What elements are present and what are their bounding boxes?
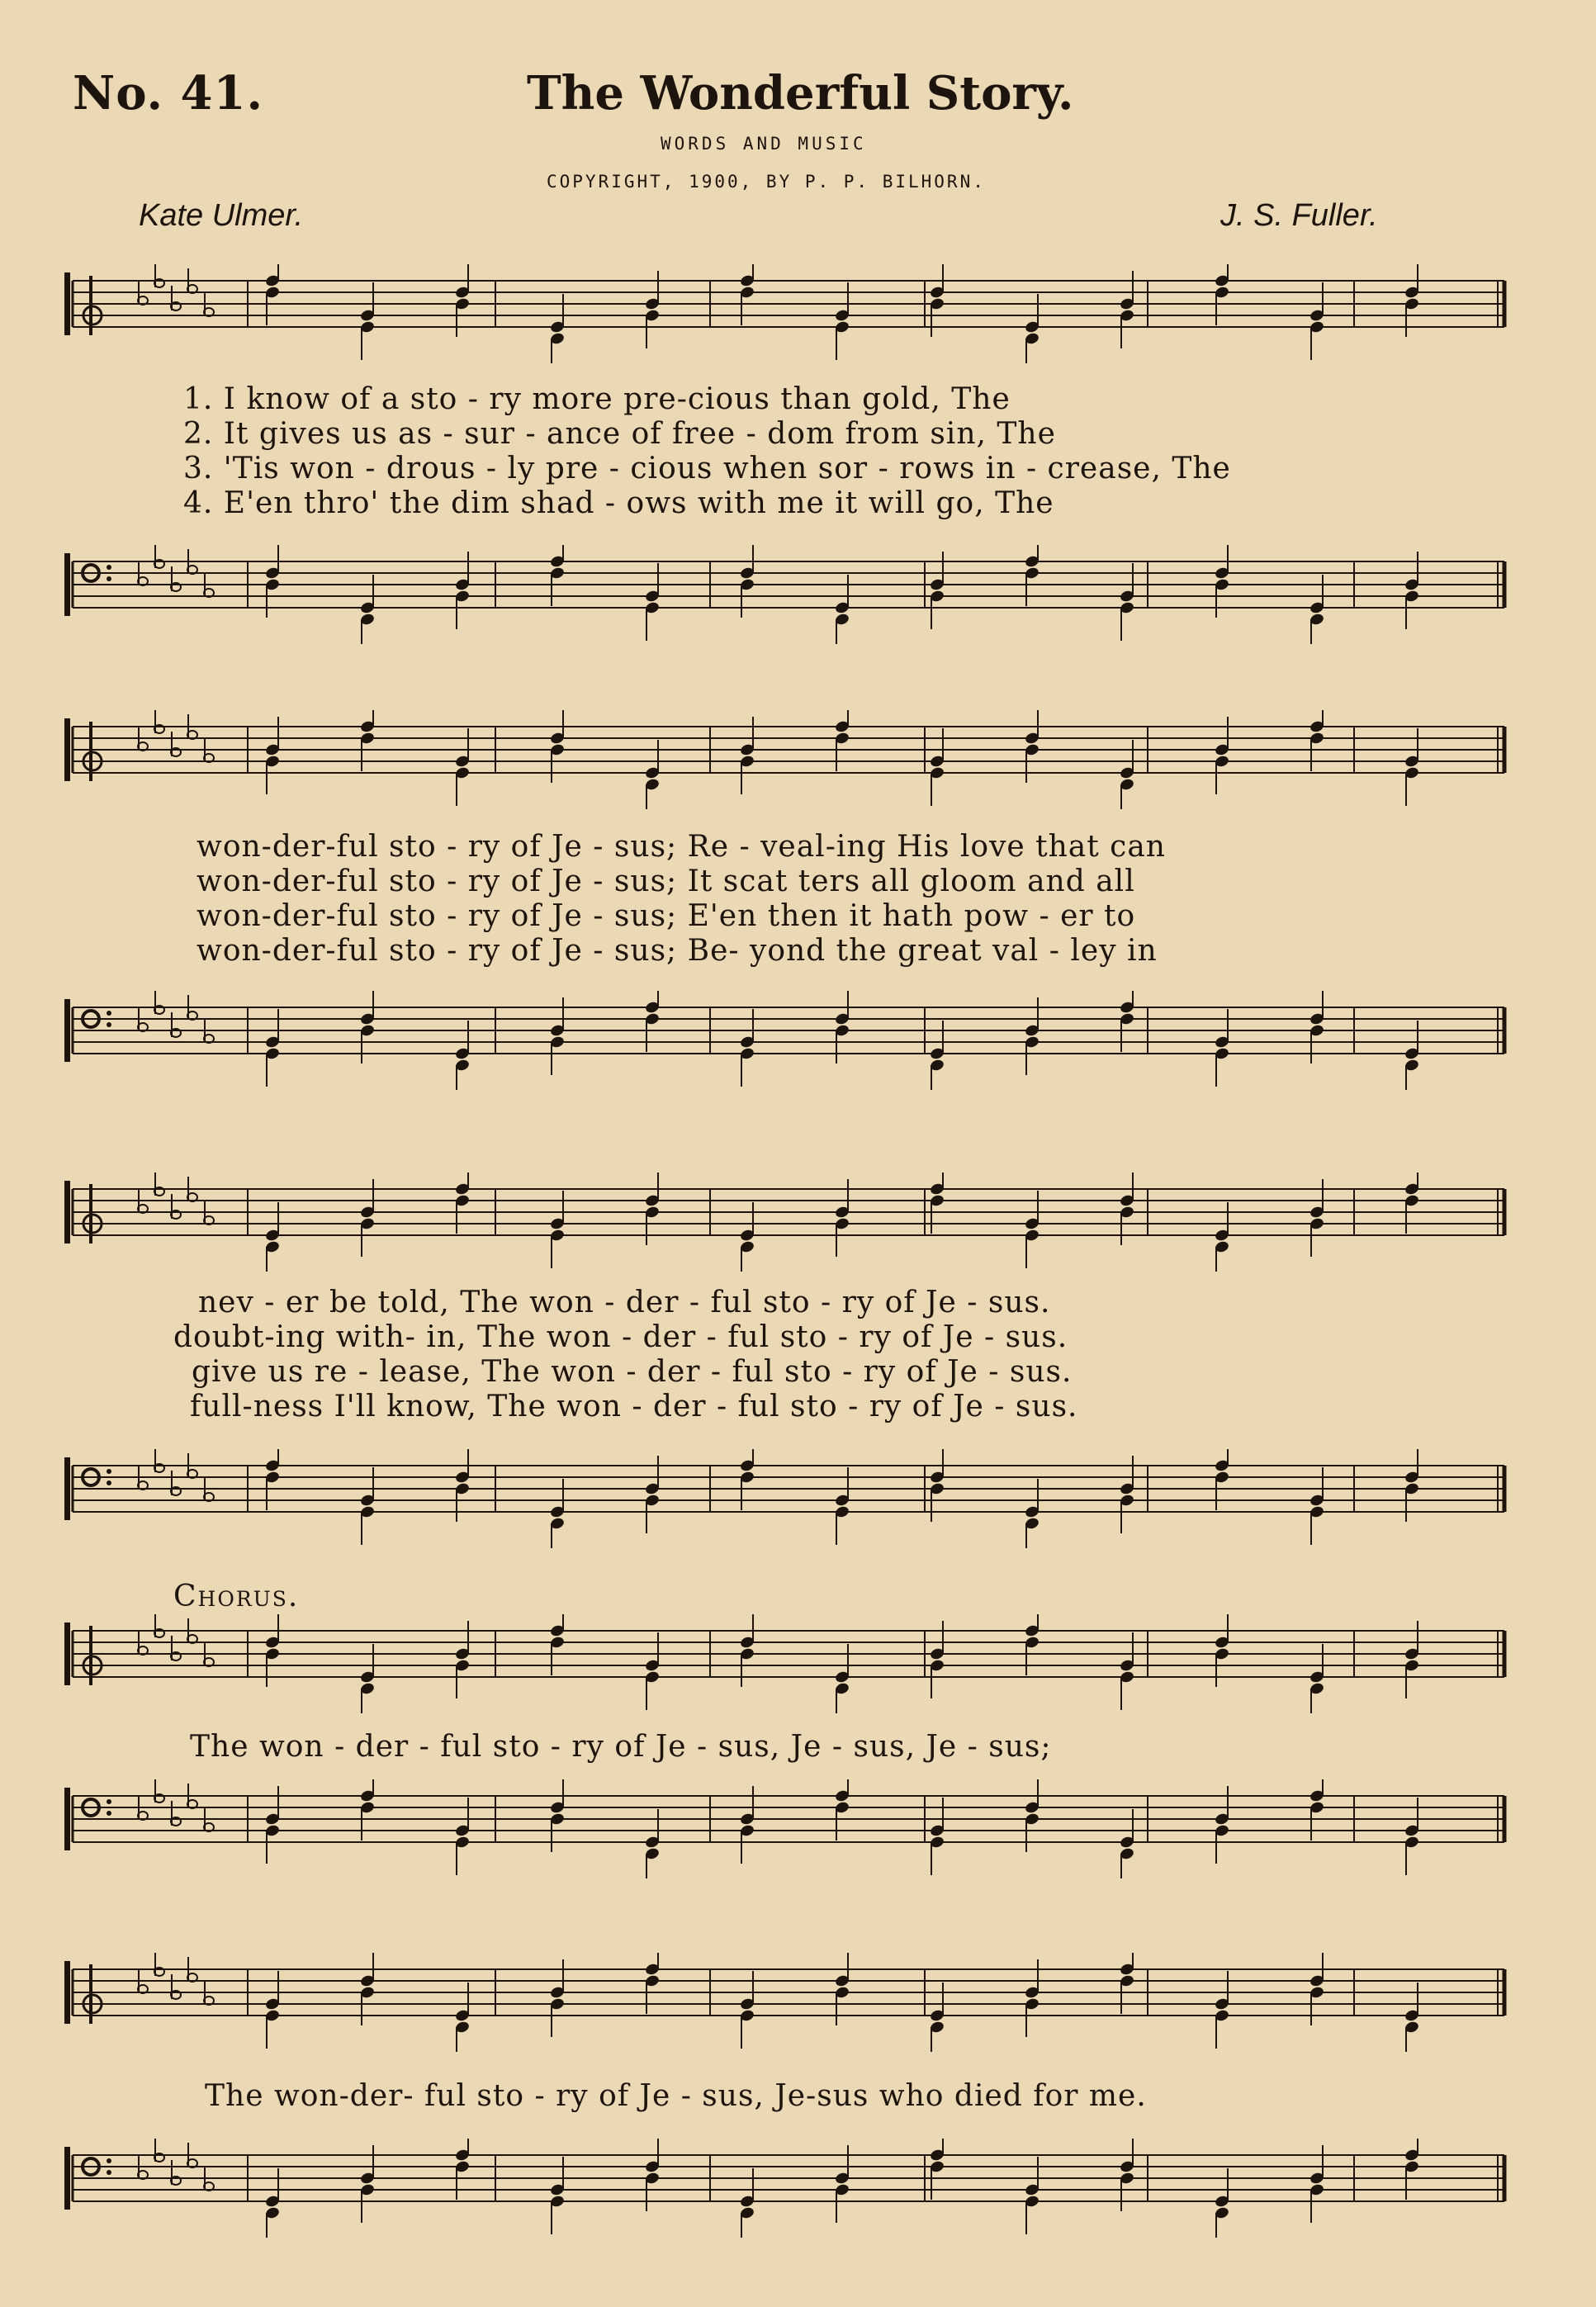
music-system-3 — [0, 1144, 1596, 1573]
chorus-line-2: The won-der- ful sto - ry of Je - sus, Je-sus who died for me. — [205, 2079, 1147, 2113]
treble-staff — [0, 1172, 1596, 1272]
verse-2-line: doubt-ing with- in, The won - der - ful sto - ry of Je - sus. — [173, 1320, 1068, 1354]
bass-staff — [0, 1449, 1596, 1548]
verse-2-line: 2. It gives us as - sur - ance of free - dom from sin, The — [183, 417, 1056, 451]
treble-staff — [0, 264, 1596, 363]
bass-staff — [0, 545, 1596, 644]
verse-3-line: give us re - lease, The won - der - ful sto - ry of Je - sus. — [192, 1355, 1073, 1389]
verse-1-line: nev - er be told, The won - der - ful sto - ry of Je - sus. — [198, 1286, 1051, 1319]
verse-4-line: full-ness I'll know, The won - der - ful sto - ry of Je - sus. — [190, 1390, 1078, 1424]
verse-1-line: won-der-ful sto - ry of Je - sus; Re - veal-ing His love that can — [197, 830, 1166, 864]
verse-3-line: won-der-ful sto - ry of Je - sus; E'en then it hath pow - er to — [197, 899, 1136, 933]
verse-1-line: 1. I know of a sto - ry more pre-cious than gold, The — [183, 382, 1011, 416]
chorus-label: Chorus. — [173, 1580, 300, 1613]
copyright-line-2: COPYRIGHT, 1900, BY P. P. BILHORN. — [547, 172, 986, 192]
composer-credit: J. S. Fuller. — [1220, 198, 1378, 233]
bass-staff — [0, 2139, 1596, 2238]
music-system-4 — [0, 1614, 1596, 1945]
music-system-1 — [0, 256, 1596, 636]
hymn-number: No. 41. — [73, 66, 263, 121]
chorus-line-1: The won - der - ful sto - ry of Je - sus, Je - sus, Je - sus; — [190, 1730, 1052, 1764]
bass-staff — [0, 1779, 1596, 1878]
treble-staff — [0, 1614, 1596, 1713]
treble-staff — [0, 1953, 1596, 2052]
hymn-title: The Wonderful Story. — [527, 66, 1074, 121]
bass-staff — [0, 991, 1596, 1090]
music-system-5 — [0, 1953, 1596, 2300]
verse-3-line: 3. 'Tis won - drous - ly pre - cious when sor - rows in - crease, The — [183, 452, 1231, 486]
verse-4-line: 4. E'en thro' the dim shad - ows with me it will go, The — [183, 486, 1054, 520]
author-credit: Kate Ulmer. — [139, 198, 304, 233]
music-system-2 — [0, 702, 1596, 1082]
copyright-line-1: WORDS AND MUSIC — [661, 134, 867, 154]
verse-2-line: won-der-ful sto - ry of Je - sus; It scat ters all gloom and all — [197, 865, 1135, 898]
treble-staff — [0, 710, 1596, 809]
verse-4-line: won-der-ful sto - ry of Je - sus; Be- yond the great val - ley in — [197, 934, 1158, 968]
